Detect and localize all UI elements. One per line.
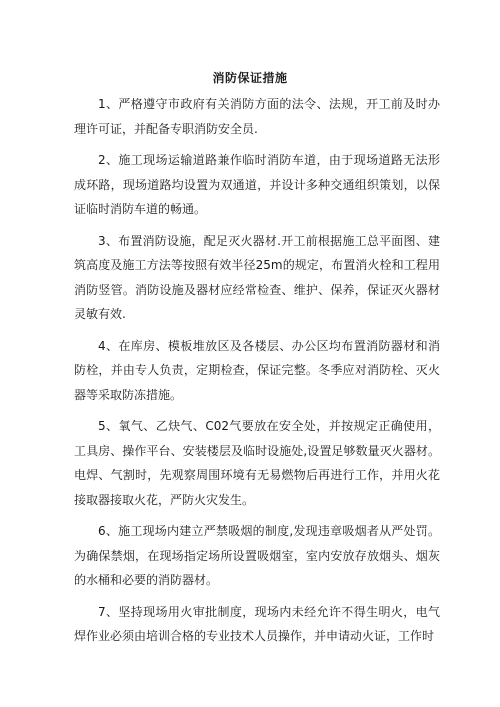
paragraph-7: 7、坚持现场用火审批制度，现场内未经允许不得生明火，电气焊作业必须由培训合格的专业技术人员操作，并申请动火证，工作时	[74, 604, 440, 643]
paragraph-3: 3、布置消防设施，配足灭火器材.开工前根据施工总平面图、建筑高度及施工方法等按照有效半径25m的规定，布置消火栓和工程用消防竖管。消防设施及器材应经常检查、维护、保养，保证灭火器材灵敏有效.	[74, 233, 440, 321]
document-title: 消防保证措施	[212, 71, 288, 85]
document-body	[74, 92, 440, 656]
paragraph-5: 5、氧气、乙炔气、C02气要放在安全处，并按规定正确使用，工具房、操作平台、安装楼层及临时设施处,设置足够数量灭火器材。电焊、气割时，先观察周围环境有无易燃物后再进行工作，并用火花接取器接取火花，严防火灾发生。	[74, 419, 440, 507]
paragraph-6: 6、施工现场内建立严禁吸烟的制度,发现违章吸烟者从严处罚。为确保禁烟，在现场指定场所设置吸烟室，室内安放存放烟头、烟灰的水桶和必要的消防器材。	[74, 524, 440, 587]
paragraph-1: 1、严格遵守市政府有关消防方面的法令、法规，开工前及时办理许可证，并配备专职消防安全员.	[74, 97, 440, 136]
paragraph-2: 2、施工现场运输道路兼作临时消防车道，由于现场道路无法形成环路，现场道路均设置为双通道，并设计多种交通组织策划，以保证临时消防车道的畅通。	[74, 153, 440, 216]
paragraph-4: 4、在库房、模板堆放区及各楼层、办公区均布置消防器材和消防栓，并由专人负责，定期检查，保证完整。冬季应对消防栓、灭火器等采取防冻措施。	[74, 338, 440, 402]
